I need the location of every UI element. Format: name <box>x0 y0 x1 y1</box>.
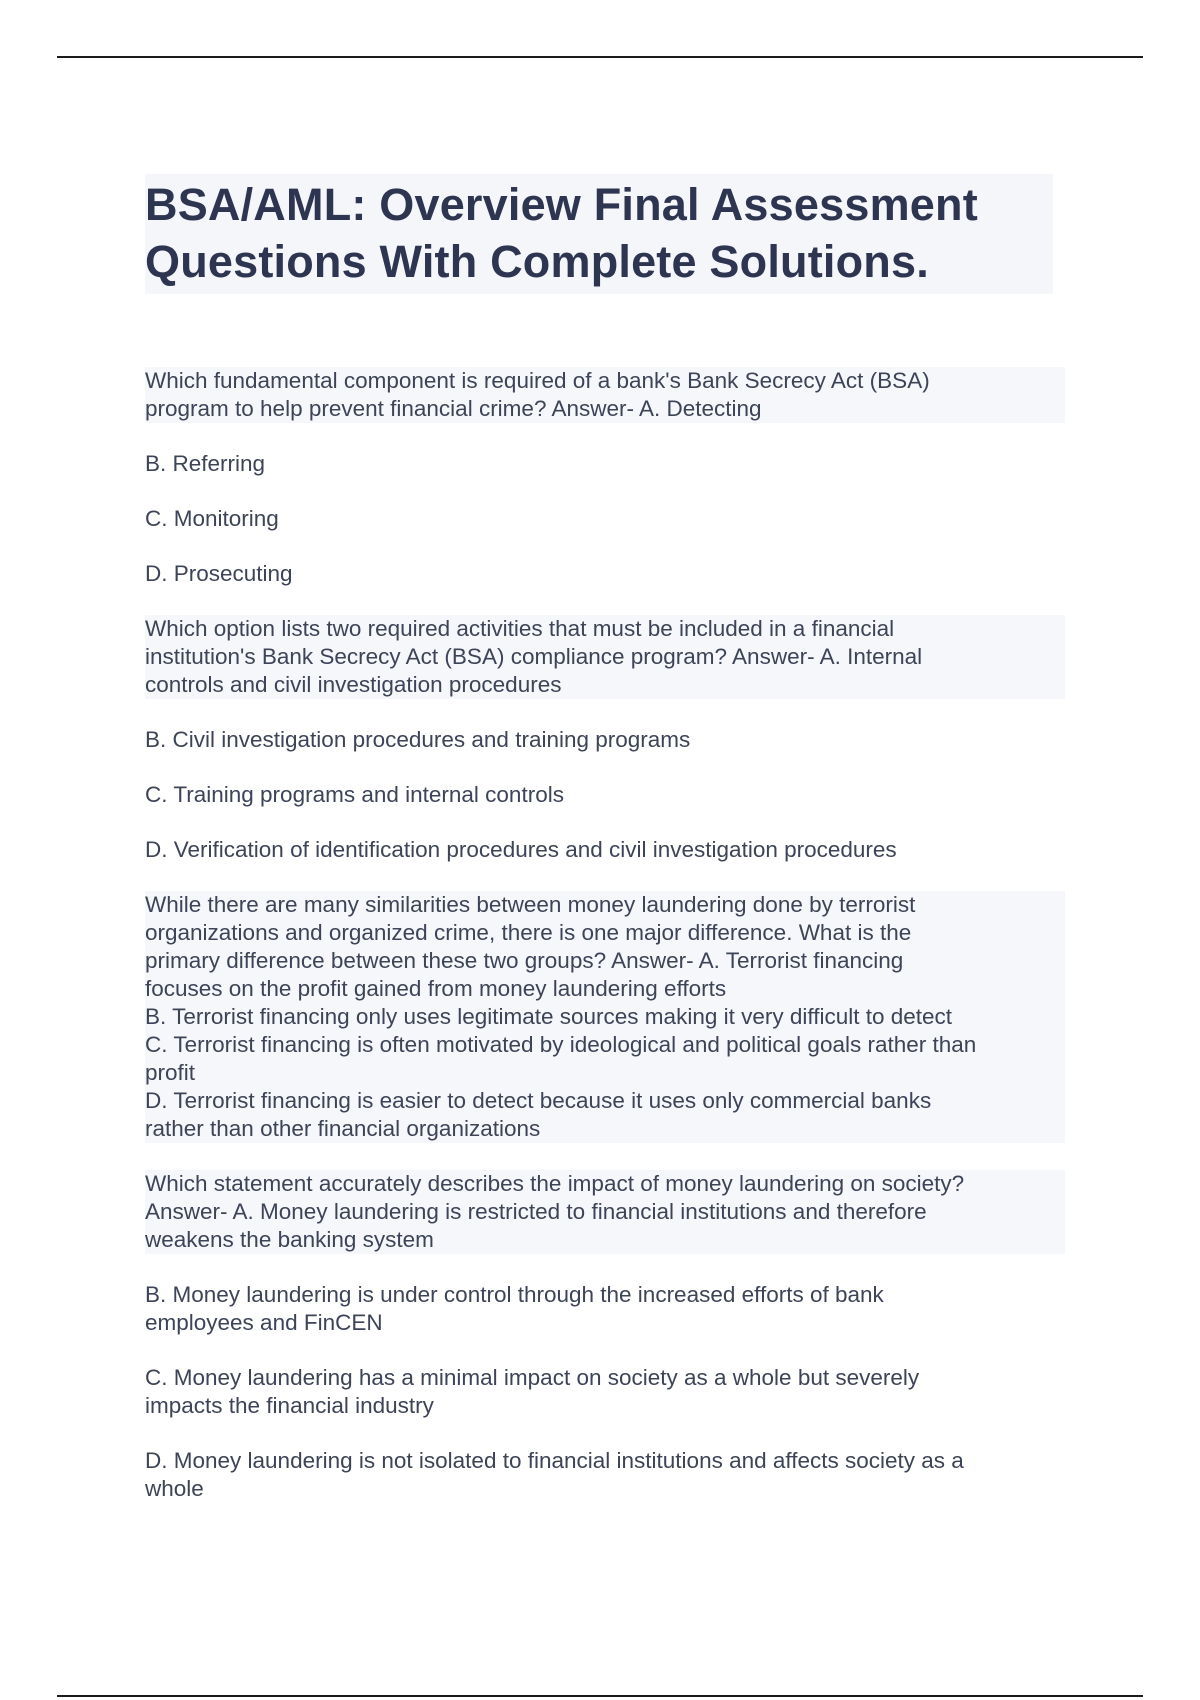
question-4-option-d: D. Money laundering is not isolated to financial institutions and affects society as a whole <box>145 1448 964 1501</box>
question-1-option-d: D. Prosecuting <box>145 561 293 586</box>
question-2-option-b: B. Civil investigation procedures and training programs <box>145 727 691 752</box>
question-1-option-c: C. Monitoring <box>145 506 279 531</box>
question-3: While there are many similarities between money laundering done by terrorist organizations and organized crime, there is one major difference. What is the primary difference between these two groups? Answer- A. Terrorist financing focuses on the profit gained from money laundering efforts B. Terrorist financing only uses legitimate sources making it very difficult to detect C. Terrorist financing is often motivated by ideological and political goals rather than profit D. Terrorist financing is easier to detect because it uses only commercial banks rather than other financial organizations <box>145 891 1065 1143</box>
title-line-1: BSA/AML: Overview Final Assessment <box>145 179 978 230</box>
question-1-option-b: B. Referring <box>145 451 266 476</box>
question-2-option-d: D. Verification of identification procedures and civil investigation procedures <box>145 837 897 862</box>
document-body <box>145 367 1065 1503</box>
top-rule <box>57 56 1143 58</box>
question-1: Which fundamental component is required of a bank's Bank Secrecy Act (BSA) program to help prevent financial crime? Answer- A. Detecting <box>145 367 1065 423</box>
question-2-option-c: C. Training programs and internal controls <box>145 782 564 807</box>
title-line-2: Questions With Complete Solutions. <box>145 236 929 287</box>
question-4-option-c: C. Money laundering has a minimal impact on society as a whole but severely impacts the financial industry <box>145 1365 920 1418</box>
question-4-option-b: B. Money laundering is under control through the increased efforts of bank employees and FinCEN <box>145 1282 884 1335</box>
document-title <box>145 174 1053 294</box>
question-4: Which statement accurately describes the impact of money laundering on society? Answer- A. Money laundering is restricted to financial institutions and therefore weakens the banking system <box>145 1170 1065 1254</box>
bottom-rule <box>57 1695 1143 1697</box>
question-2: Which option lists two required activities that must be included in a financial institution's Bank Secrecy Act (BSA) compliance program? Answer- A. Internal controls and civil investigation procedures <box>145 615 1065 699</box>
